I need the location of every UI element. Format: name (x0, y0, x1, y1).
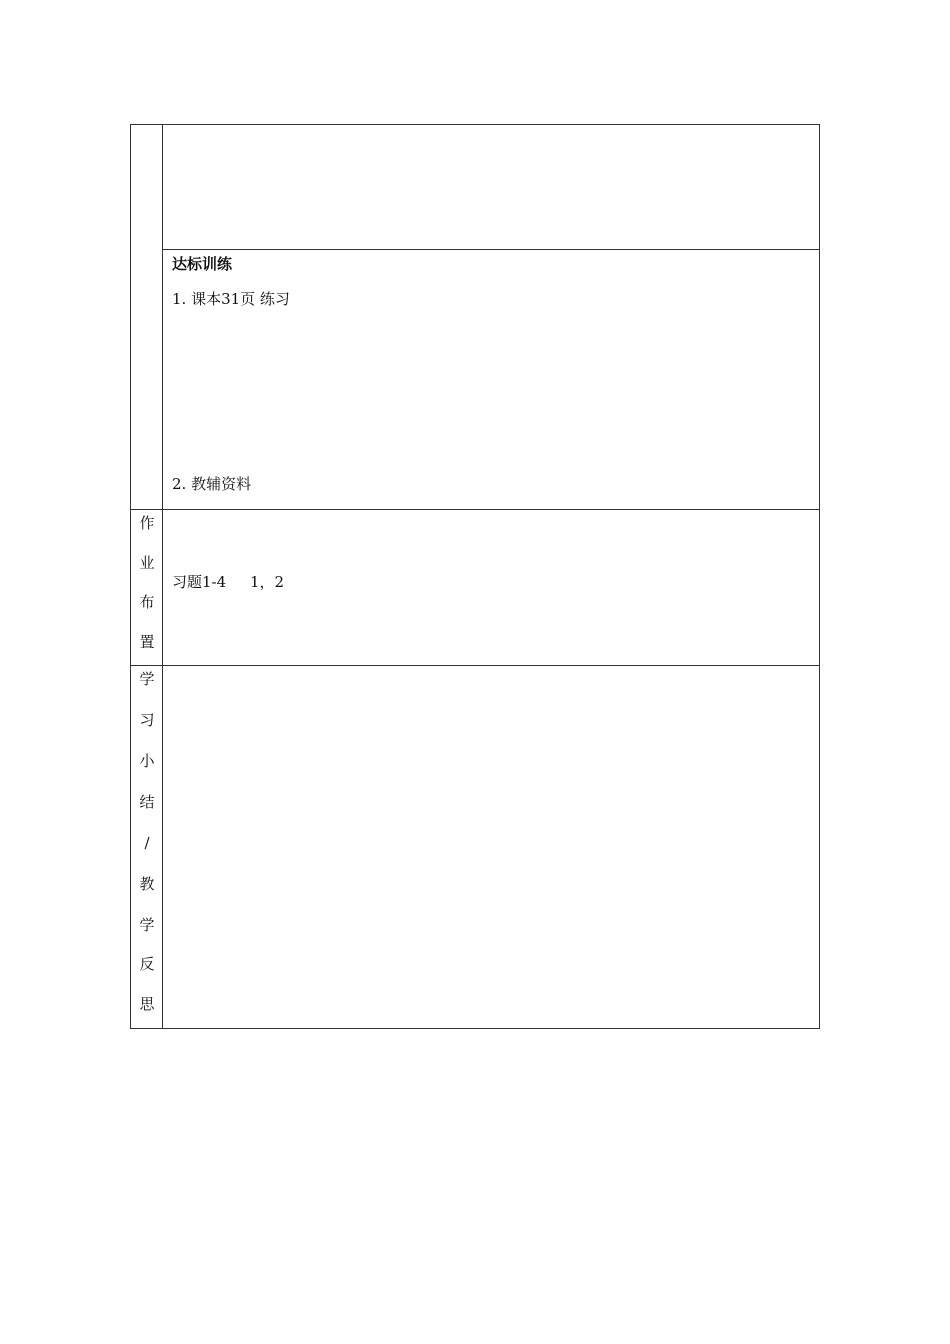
table-top-border (130, 124, 820, 125)
summary-label-char: 习 (139, 711, 155, 729)
summary-label-char: 反 (139, 955, 155, 973)
homework-label-char: 布 (139, 593, 155, 611)
training-item-1: 1. 课本31页 练习 (172, 290, 290, 308)
summary-label-char: / (144, 834, 150, 852)
table-bottom-border (130, 1028, 820, 1029)
row-divider-homework (130, 509, 820, 510)
row-divider-summary (130, 665, 820, 666)
summary-label-char: 小 (139, 752, 155, 770)
table-left-border (130, 124, 131, 1029)
summary-label-char: 学 (139, 670, 155, 688)
summary-label-char: 思 (139, 995, 155, 1013)
summary-label-char: 结 (139, 793, 155, 811)
summary-label-char: 教 (139, 875, 155, 893)
homework-label-char: 业 (139, 554, 155, 572)
homework-label-char: 置 (139, 633, 155, 651)
homework-label-char: 作 (139, 514, 155, 532)
training-heading: 达标训练 (172, 255, 233, 273)
homework-content: 习题1-4 1，2 (172, 573, 285, 591)
row-divider-training (162, 249, 820, 250)
label-column-divider (162, 124, 163, 1029)
summary-label-char: 学 (139, 916, 155, 934)
table-right-border (819, 124, 820, 1029)
training-item-2: 2. 教辅资料 (172, 475, 252, 493)
